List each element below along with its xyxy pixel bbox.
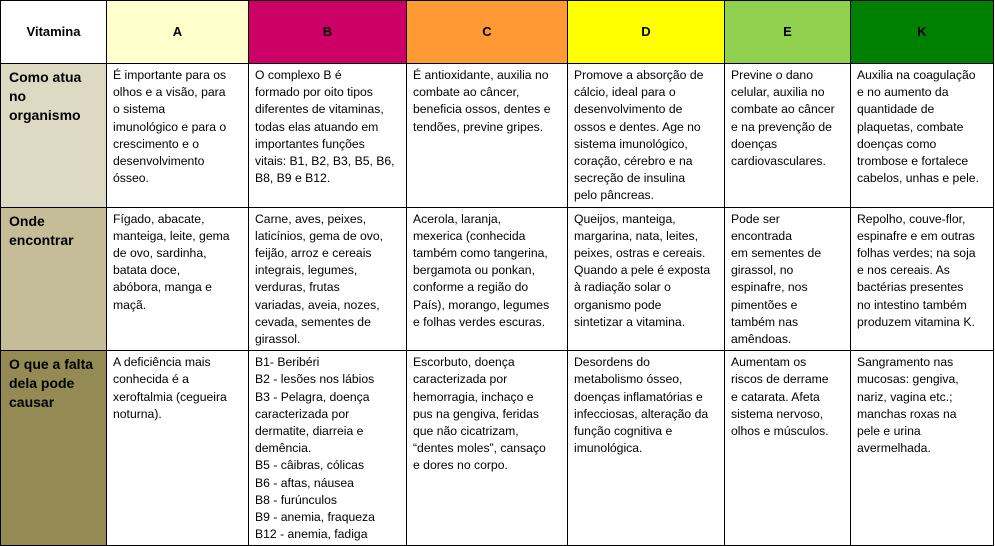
cell-line: crescimento e o bbox=[113, 136, 200, 151]
cell-line: caracterizada por bbox=[413, 372, 508, 387]
cell-d-deficiency-effects bbox=[568, 351, 725, 546]
header-label-cell bbox=[1, 1, 107, 64]
cell-line: B2 - lesões nos lábios bbox=[255, 372, 375, 387]
vitamin-letter: K bbox=[917, 24, 927, 40]
vitamin-letter: B bbox=[322, 24, 333, 40]
cell-line: e dores no corpo. bbox=[413, 458, 508, 473]
cell-line: Escorbuto, doença bbox=[413, 355, 515, 370]
cell-line: combate ao câncer bbox=[731, 102, 835, 117]
cell-line: integrais, legumes, bbox=[255, 263, 358, 278]
cell-line: infecciosas, alteração da bbox=[574, 406, 709, 421]
cell-line: Sangramento nas bbox=[857, 355, 954, 370]
cell-line: e no aumento da bbox=[857, 85, 949, 100]
cell-line: nariz, vagina etc.; bbox=[857, 389, 953, 404]
header-row bbox=[1, 1, 994, 64]
cell-line: País), morango, legumes bbox=[413, 297, 550, 312]
cell-line: ósseo. bbox=[113, 171, 149, 186]
cell-line: olhos e a visão, para bbox=[113, 85, 226, 100]
row-where-to-find bbox=[1, 207, 994, 351]
row-label-line: encontrar bbox=[9, 231, 74, 248]
cell-line: B9 - anemia, fraqueza bbox=[255, 510, 375, 525]
cell-line: coração, cérebro e na bbox=[574, 154, 693, 169]
cell-line: B12 - anemia, fadiga bbox=[255, 527, 368, 542]
cell-line: maçã. bbox=[113, 297, 147, 312]
cell-line: encontrada bbox=[731, 228, 792, 243]
cell-line: sistema imunológico, bbox=[574, 136, 688, 151]
vitamin-letter: A bbox=[172, 24, 183, 40]
cell-line: função cognitiva e bbox=[574, 424, 673, 439]
cell-line: conhecida é a bbox=[113, 372, 189, 387]
header-vitamin-d bbox=[568, 1, 725, 64]
cell-line: em sementes de bbox=[731, 246, 822, 261]
cell-line: Fígado, abacate, bbox=[113, 211, 205, 226]
cell-line: cabelos, unhas e pele. bbox=[857, 171, 979, 186]
cell-line: caracterizada por bbox=[255, 406, 350, 421]
cell-line: A deficiência mais bbox=[113, 355, 211, 370]
vitamin-letter: D bbox=[641, 24, 651, 40]
cell-line: “dentes moles”, cansaço bbox=[413, 441, 546, 456]
cell-line: noturna). bbox=[113, 406, 162, 421]
cell-c-deficiency-effects bbox=[407, 351, 568, 546]
cell-line: organismo pode bbox=[574, 297, 662, 312]
cell-line: É antioxidante, auxilia no bbox=[413, 68, 549, 82]
cell-a-how-it-acts bbox=[107, 64, 249, 208]
cell-line: laticínios, gema de ovo, bbox=[255, 228, 384, 243]
cell-line: imunológico e para o bbox=[113, 119, 227, 134]
cell-line: B1- Beribéri bbox=[255, 355, 320, 370]
cell-b-how-it-acts bbox=[249, 64, 407, 208]
cell-line: demência. bbox=[255, 441, 312, 456]
cell-line: dermatite, diarreia e bbox=[255, 424, 364, 439]
cell-line: B3 - Pelagra, doença bbox=[255, 389, 370, 404]
cell-line: pimentões e bbox=[731, 297, 798, 312]
cell-line: e na prevenção de bbox=[731, 119, 832, 134]
cell-line: e folhas verdes escuras. bbox=[413, 314, 546, 329]
row-label-where-to-find bbox=[1, 207, 107, 351]
cell-line: espinafre, nos bbox=[731, 280, 808, 295]
cell-line: trombose e fortalece bbox=[857, 154, 969, 169]
cell-line: também nas bbox=[731, 314, 799, 329]
cell-line: Pode ser bbox=[731, 211, 780, 226]
row-how-it-acts bbox=[1, 64, 994, 208]
cell-line: manteiga, leite, gema bbox=[113, 228, 230, 243]
cell-line: Queijos, manteiga, bbox=[574, 211, 676, 226]
cell-line: vitais: B1, B2, B3, B5, B6, bbox=[255, 154, 395, 169]
cell-line: à radiação solar o bbox=[574, 280, 671, 295]
cell-c-how-it-acts bbox=[407, 64, 568, 208]
cell-line: mucosas: gengiva, bbox=[857, 372, 959, 387]
cell-line: Acerola, laranja, bbox=[413, 211, 502, 226]
cell-line: margarina, nata, leites, bbox=[574, 228, 698, 243]
cell-line: beneficia ossos, dentes e bbox=[413, 102, 551, 117]
cell-c-where-to-find bbox=[407, 207, 568, 351]
cell-a-where-to-find bbox=[107, 207, 249, 351]
cell-line: Repolho, couve-flor, bbox=[857, 211, 966, 226]
cell-line: bactérias presentes bbox=[857, 280, 964, 295]
cell-line: manchas roxas na bbox=[857, 406, 957, 421]
cell-line: É importante para os bbox=[113, 68, 227, 82]
cell-line: celular, auxilia no bbox=[731, 85, 825, 100]
cell-k-how-it-acts bbox=[851, 64, 994, 208]
cell-line: riscos de derrame bbox=[731, 372, 829, 387]
cell-line: pelo pâncreas. bbox=[574, 188, 654, 203]
header-vitamin-k bbox=[851, 1, 994, 64]
cell-line: espinafre e em outras bbox=[857, 228, 975, 243]
cell-line: feijão, arroz e cereais bbox=[255, 246, 372, 261]
cell-line: doenças como bbox=[857, 136, 937, 151]
row-deficiency-effects bbox=[1, 351, 994, 546]
cell-b-deficiency-effects bbox=[249, 351, 407, 546]
cell-line: mexerica (conhecida bbox=[413, 228, 526, 243]
cell-b-where-to-find bbox=[249, 207, 407, 351]
cell-line: verduras, frutas bbox=[255, 280, 340, 295]
cell-line: girassol, no bbox=[731, 263, 794, 278]
header-label: Vitamina bbox=[26, 24, 81, 40]
cell-line: sistema nervoso, bbox=[731, 406, 824, 421]
cell-line: abóbora, manga e bbox=[113, 280, 212, 295]
cell-line: B5 - câibras, cólicas bbox=[255, 458, 365, 473]
cell-line: O complexo B é bbox=[255, 68, 342, 82]
cell-line: doenças bbox=[731, 136, 778, 151]
cell-line: pele e urina bbox=[857, 424, 921, 439]
cell-line: folhas verdes; na soja bbox=[857, 246, 976, 261]
cell-line: B6 - aftas, náusea bbox=[255, 475, 354, 490]
cell-line: produzem vitamina K. bbox=[857, 314, 975, 329]
cell-e-where-to-find bbox=[725, 207, 851, 351]
cell-line: B8 - furúnculos bbox=[255, 492, 337, 507]
row-label-line: dela pode bbox=[9, 375, 75, 392]
cell-a-deficiency-effects bbox=[107, 351, 249, 546]
cell-line: pus na gengiva, feridas bbox=[413, 406, 540, 421]
cell-line: cálcio, ideal para o bbox=[574, 85, 676, 100]
cell-line: e nos cereais. As bbox=[857, 263, 950, 278]
cell-line: Aumentam os bbox=[731, 355, 807, 370]
cell-e-deficiency-effects bbox=[725, 351, 851, 546]
vitamin-letter: C bbox=[482, 24, 492, 40]
cell-line: de ovo, sardinha, bbox=[113, 246, 207, 261]
cell-line: importantes funções bbox=[255, 136, 365, 151]
cell-line: avermelhada. bbox=[857, 441, 931, 456]
cell-line: conforme a região do bbox=[413, 280, 529, 295]
cell-e-how-it-acts bbox=[725, 64, 851, 208]
cell-line: girassol. bbox=[255, 332, 301, 347]
cell-line: Quando a pele é exposta bbox=[574, 263, 711, 278]
cell-line: amêndoas. bbox=[731, 332, 792, 347]
cell-line: diferentes de vitaminas, bbox=[255, 102, 384, 117]
cell-line: desenvolvimento de bbox=[574, 102, 683, 117]
header-vitamin-c bbox=[407, 1, 568, 64]
row-label-deficiency-effects bbox=[1, 351, 107, 546]
cell-line: Auxilia na coagulação bbox=[857, 68, 976, 82]
cell-line: B8, B9 e B12. bbox=[255, 171, 331, 186]
cell-line: Desordens do bbox=[574, 355, 650, 370]
row-label-line: O que a falta bbox=[9, 356, 94, 373]
cell-line: Carne, aves, peixes, bbox=[255, 211, 367, 226]
cell-line: variadas, aveia, nozes, bbox=[255, 297, 380, 312]
cell-line: que não cicatrizam, bbox=[413, 424, 519, 439]
cell-line: batata doce, bbox=[113, 263, 181, 278]
cell-line: hemorragia, inchaço e bbox=[413, 389, 534, 404]
cell-line: doenças inflamatórias e bbox=[574, 389, 703, 404]
cell-line: cardiovasculares. bbox=[731, 154, 826, 169]
row-label-line: organismo bbox=[9, 107, 81, 123]
cell-line: o sistema bbox=[113, 102, 166, 117]
cell-k-deficiency-effects bbox=[851, 351, 994, 546]
cell-line: e catarata. Afeta bbox=[731, 389, 820, 404]
cell-k-where-to-find bbox=[851, 207, 994, 351]
cell-line: combate ao câncer, bbox=[413, 85, 520, 100]
cell-line: imunológica. bbox=[574, 441, 643, 456]
cell-line: metabolismo ósseo, bbox=[574, 372, 683, 387]
cell-line: cevada, sementes de bbox=[255, 314, 371, 329]
cell-line: formado por oito tipos bbox=[255, 85, 373, 100]
row-label-line: causar bbox=[9, 394, 55, 411]
row-label-line: Como atua bbox=[9, 69, 82, 85]
header-vitamin-b bbox=[249, 1, 407, 64]
cell-line: Previne o dano bbox=[731, 68, 813, 82]
row-label-how-it-acts bbox=[1, 64, 107, 208]
cell-line: peixes, ostras e cereais. bbox=[574, 246, 706, 261]
row-label-line: no bbox=[9, 88, 27, 104]
cell-line: no intestino também bbox=[857, 297, 967, 312]
cell-line: Promove a absorção de bbox=[574, 68, 704, 82]
cell-line: quantidade de bbox=[857, 102, 935, 117]
header-vitamin-e bbox=[725, 1, 851, 64]
cell-d-how-it-acts bbox=[568, 64, 725, 208]
header-vitamin-a bbox=[107, 1, 249, 64]
cell-line: sintetizar a vitamina. bbox=[574, 314, 686, 329]
cell-line: tendões, previne gripes. bbox=[413, 119, 544, 134]
cell-line: também como tangerina, bbox=[413, 246, 548, 261]
vitamin-letter: E bbox=[783, 24, 792, 40]
cell-line: todas elas atuando em bbox=[255, 119, 379, 134]
cell-line: desenvolvimento bbox=[113, 154, 205, 169]
cell-line: olhos e músculos. bbox=[731, 424, 829, 439]
cell-line: bergamota ou ponkan, bbox=[413, 263, 535, 278]
cell-line: ossos e dentes. Age no bbox=[574, 119, 701, 134]
cell-d-where-to-find bbox=[568, 207, 725, 351]
cell-line: plaquetas, combate bbox=[857, 119, 964, 134]
row-label-line: Onde bbox=[9, 212, 45, 229]
cell-line: secreção de insulina bbox=[574, 171, 686, 186]
cell-line: xeroftalmia (cegueira bbox=[113, 389, 227, 404]
